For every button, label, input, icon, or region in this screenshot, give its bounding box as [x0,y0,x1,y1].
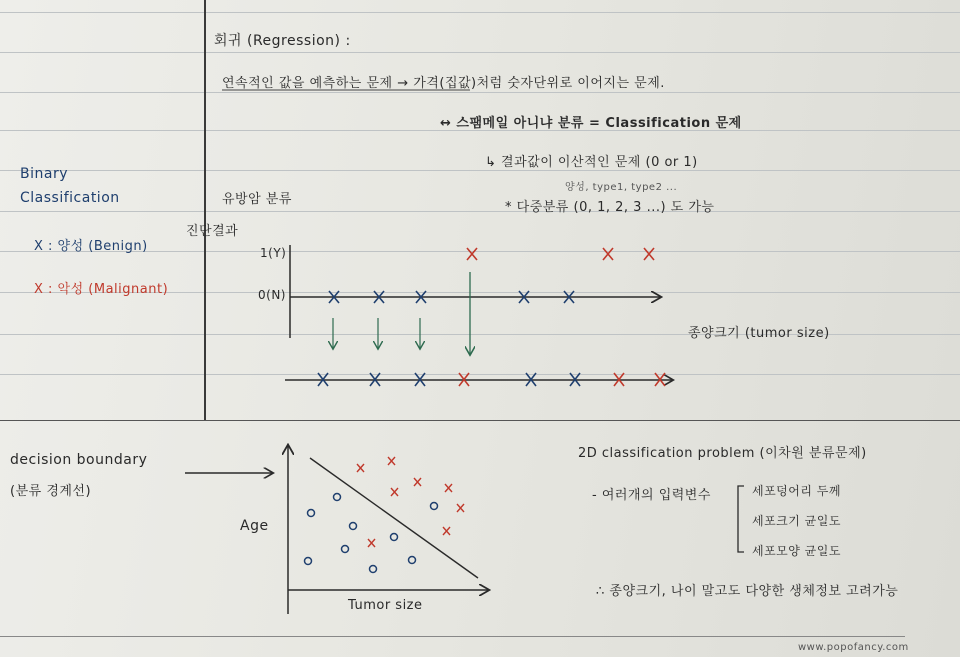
variable-3: 세포모양 균일도 [752,544,841,558]
benign-circle [334,494,341,501]
twod-title: 2D classification problem (이차원 분류문제) [578,446,867,461]
decision-boundary-line [310,458,478,578]
malignant-x [457,504,464,512]
malignant-points [467,248,654,260]
tumor-size-label: Tumor size [348,598,423,613]
input-variables: - 여러개의 입력변수 [592,488,711,503]
malignant-x [357,464,364,472]
2d-malignant-points [357,457,464,547]
y-one-label: 1(Y) [260,246,287,260]
malignant-x [644,248,654,260]
benign-circle [342,546,349,553]
malignant-x [414,478,421,486]
variable-1: 세포덩어리 두께 [752,484,841,498]
discrete-examples: 양성, type1, type2 ... [565,182,678,193]
regression-title: 회귀 (Regression) : [214,33,351,49]
benign-circle [305,558,312,565]
malignancy-label: 유방암 분류 [222,192,292,207]
decision-boundary-label: decision boundary [10,452,148,468]
benign-legend: X : 양성 (Benign) [34,239,148,254]
decision-boundary-kr: (분류 경계선) [10,484,92,499]
footer-url: www.popofancy.com [798,642,909,653]
classification-label-text: Classification [20,190,120,206]
tumor-size-axis-label: 종양크기 (tumor size) [688,326,830,341]
conclusion-note: ∴ 종양크기, 나이 말고도 다양한 생체정보 고려가능 [596,584,899,599]
malignant-x [467,248,477,260]
down-arrows [333,318,420,348]
multiclass-note: * 다중분류 (0, 1, 2, 3 ...) 도 가능 [505,200,715,215]
discrete-result: ↳ 결과값이 이산적인 문제 (0 or 1) [485,155,698,170]
variable-2: 세포크기 균일도 [752,514,841,528]
malignant-x [445,484,452,492]
binary-label: Binary [20,166,68,182]
malignant-x [391,488,398,496]
benign-circle [391,534,398,541]
benign-circle [409,557,416,564]
malignant-x [443,527,450,535]
benign-circle [431,503,438,510]
regression-definition: 연속적인 값을 예측하는 문제 → 가격(집값)처럼 숫자단위로 이어지는 문제. [222,76,665,91]
benign-circle [370,566,377,573]
y-zero-label: 0(N) [258,288,286,302]
variables-bracket [738,486,744,552]
diagnosis-label: 진단결과 [186,224,239,239]
benign-circle [350,523,357,530]
age-axis-label: Age [240,518,269,534]
malignant-x [603,248,613,260]
malignant-x [388,457,395,465]
classification-contrast: ↔ 스팸메일 아니냐 분류 = Classification 문제 [440,116,742,131]
2d-benign-points [305,494,438,573]
malignant-legend: X : 악성 (Malignant) [34,282,169,297]
malignant-x [368,539,375,547]
benign-circle [308,510,315,517]
